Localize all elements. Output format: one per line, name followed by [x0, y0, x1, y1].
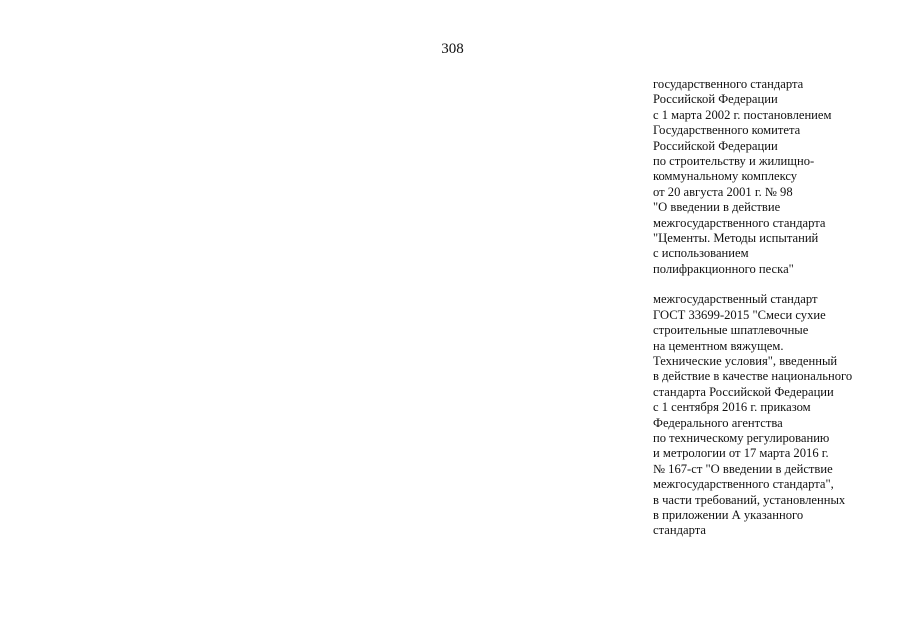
text-line: и метрологии от 17 марта 2016 г.	[653, 446, 829, 461]
text-line: по техническому регулированию	[653, 430, 830, 445]
text-line: в части требований, установленных	[653, 492, 846, 507]
text-line: строительные шпатлевочные	[653, 323, 809, 338]
text-line: межгосударственный стандарт	[653, 292, 818, 307]
text-line: Федерального агентства	[653, 415, 783, 430]
text-line: межгосударственного стандарта	[653, 215, 826, 230]
text-line: в приложении А указанного	[653, 507, 804, 522]
text-block-1	[653, 77, 898, 277]
text-line: ГОСТ 33699-2015 "Смеси сухие	[653, 307, 826, 322]
text-line: Российской Федерации	[653, 138, 778, 153]
text-line: полифракционного песка"	[653, 261, 794, 276]
text-column	[653, 77, 898, 539]
text-line: в действие в качестве национального	[653, 369, 853, 384]
text-line: по строительству и жилищно-	[653, 154, 815, 169]
text-line: Российской Федерации	[653, 92, 778, 107]
text-line: с 1 марта 2002 г. постановлением	[653, 107, 832, 122]
text-line: государственного стандарта	[653, 77, 804, 91]
text-line: "О введении в действие	[653, 200, 781, 215]
text-line: Государственного комитета	[653, 123, 801, 138]
text-line: с 1 сентября 2016 г. приказом	[653, 400, 811, 415]
text-line: межгосударственного стандарта",	[653, 477, 834, 492]
text-line: "Цементы. Методы испытаний	[653, 231, 819, 246]
text-line: на цементном вяжущем.	[653, 338, 784, 353]
text-line: Технические условия", введенный	[653, 353, 838, 368]
text-line: с использованием	[653, 246, 749, 261]
text-block-2	[653, 292, 898, 539]
text-line: от 20 августа 2001 г. № 98	[653, 184, 793, 199]
page-number: 308	[441, 41, 464, 57]
text-line: стандарта Российской Федерации	[653, 384, 834, 399]
text-line: коммунальному комплексу	[653, 169, 798, 184]
text-line: стандарта	[653, 523, 706, 538]
text-line: № 167-ст "О введении в действие	[653, 461, 833, 476]
